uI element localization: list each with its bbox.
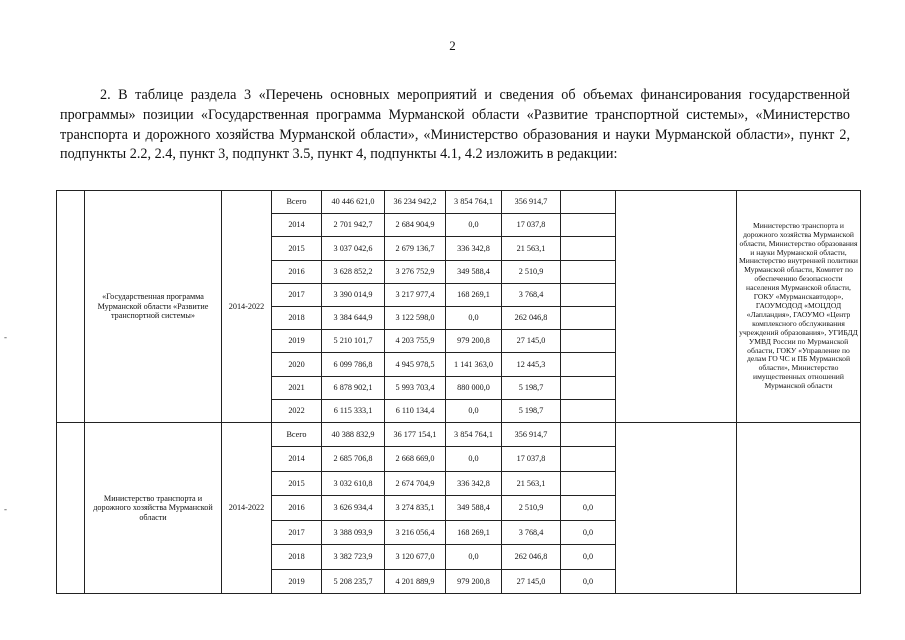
- total-cell: 5 208 235,7: [322, 569, 385, 594]
- year-cell: 2017: [272, 520, 322, 545]
- source4-cell: [561, 471, 616, 496]
- total-cell: 40 388 832,9: [322, 422, 385, 447]
- source2-cell: 349 588,4: [446, 496, 502, 521]
- source1-cell: 2 674 704,9: [385, 471, 446, 496]
- year-cell: 2019: [272, 330, 322, 353]
- source1-cell: 4 203 755,9: [385, 330, 446, 353]
- source4-cell: 0,0: [561, 520, 616, 545]
- year-cell: 2022: [272, 399, 322, 422]
- source1-cell: 36 234 942,2: [385, 191, 446, 214]
- source2-cell: 979 200,8: [446, 569, 502, 594]
- total-cell: 3 032 610,8: [322, 471, 385, 496]
- source2-cell: 336 342,8: [446, 237, 502, 260]
- source3-cell: 17 037,8: [502, 447, 561, 472]
- source3-cell: 27 145,0: [502, 330, 561, 353]
- source2-cell: 3 854 764,1: [446, 422, 502, 447]
- year-cell: 2018: [272, 306, 322, 329]
- number-cell: [57, 422, 85, 594]
- program-name-cell: «Государственная программа Мурманской области «Развитие транспортной системы»: [85, 191, 222, 423]
- number-cell: [57, 191, 85, 423]
- source1-cell: 2 668 669,0: [385, 447, 446, 472]
- source1-cell: 2 684 904,9: [385, 214, 446, 237]
- source3-cell: 12 445,3: [502, 353, 561, 376]
- year-cell: 2016: [272, 496, 322, 521]
- executors-cell: [737, 422, 861, 594]
- year-cell: 2015: [272, 237, 322, 260]
- source4-cell: [561, 447, 616, 472]
- year-cell: 2016: [272, 260, 322, 283]
- source3-cell: 17 037,8: [502, 214, 561, 237]
- financing-table: [56, 190, 861, 594]
- year-cell: 2020: [272, 353, 322, 376]
- source4-cell: [561, 422, 616, 447]
- source1-cell: 4 945 978,5: [385, 353, 446, 376]
- year-cell: 2014: [272, 214, 322, 237]
- source1-cell: 4 201 889,9: [385, 569, 446, 594]
- source3-cell: 3 768,4: [502, 283, 561, 306]
- year-cell: 2019: [272, 569, 322, 594]
- source1-cell: 3 120 677,0: [385, 545, 446, 570]
- period-cell: 2014-2022: [222, 422, 272, 594]
- source3-cell: 262 046,8: [502, 545, 561, 570]
- source4-cell: [561, 214, 616, 237]
- year-cell: 2015: [272, 471, 322, 496]
- source2-cell: 1 141 363,0: [446, 353, 502, 376]
- source3-cell: 5 198,7: [502, 376, 561, 399]
- source4-cell: 0,0: [561, 569, 616, 594]
- source4-cell: [561, 353, 616, 376]
- table-row: [57, 422, 861, 447]
- source3-cell: 2 510,9: [502, 260, 561, 283]
- total-cell: 3 626 934,4: [322, 496, 385, 521]
- total-cell: 5 210 101,7: [322, 330, 385, 353]
- source2-cell: 0,0: [446, 214, 502, 237]
- source2-cell: 0,0: [446, 306, 502, 329]
- source4-cell: [561, 191, 616, 214]
- source3-cell: 27 145,0: [502, 569, 561, 594]
- source1-cell: 3 216 056,4: [385, 520, 446, 545]
- total-cell: 6 099 786,8: [322, 353, 385, 376]
- source3-cell: 262 046,8: [502, 306, 561, 329]
- source4-cell: [561, 330, 616, 353]
- source4-cell: [561, 376, 616, 399]
- source4-cell: [561, 306, 616, 329]
- total-cell: 6 115 333,1: [322, 399, 385, 422]
- indicator-cell: [616, 422, 737, 594]
- source3-cell: 3 768,4: [502, 520, 561, 545]
- total-cell: 6 878 902,1: [322, 376, 385, 399]
- source3-cell: 5 198,7: [502, 399, 561, 422]
- total-cell: 3 384 644,9: [322, 306, 385, 329]
- source1-cell: 2 679 136,7: [385, 237, 446, 260]
- year-cell: 2018: [272, 545, 322, 570]
- year-cell: 2017: [272, 283, 322, 306]
- source3-cell: 21 563,1: [502, 237, 561, 260]
- total-cell: 3 388 093,9: [322, 520, 385, 545]
- period-cell: 2014-2022: [222, 191, 272, 423]
- source2-cell: 349 588,4: [446, 260, 502, 283]
- total-cell: 3 628 852,2: [322, 260, 385, 283]
- source1-cell: 5 993 703,4: [385, 376, 446, 399]
- source4-cell: 0,0: [561, 496, 616, 521]
- source3-cell: 356 914,7: [502, 191, 561, 214]
- source3-cell: 21 563,1: [502, 471, 561, 496]
- total-cell: 2 685 706,8: [322, 447, 385, 472]
- source3-cell: 356 914,7: [502, 422, 561, 447]
- source1-cell: 6 110 134,4: [385, 399, 446, 422]
- source4-cell: [561, 237, 616, 260]
- page-number: 2: [449, 38, 456, 53]
- source1-cell: 3 122 598,0: [385, 306, 446, 329]
- source4-cell: [561, 399, 616, 422]
- year-cell: 2021: [272, 376, 322, 399]
- year-cell: 2014: [272, 447, 322, 472]
- program-block: [57, 191, 861, 423]
- total-cell: 3 037 042,6: [322, 237, 385, 260]
- source2-cell: 336 342,8: [446, 471, 502, 496]
- executors-cell: Министерство транспорта и дорожного хозяйства Мурманской области, Министерство образования и науки Мурманской области, Министерство внутренней политики Мурманской области, Комитет по обеспечению безопасности населения Мурманской области, ГОКУ «Мурманскавтодор», ГАОУМОДОД «МОЦДОД «Лапландия», ГАОУМО «Центр комплексного обслуживания учреждений образования», УГИБДД УМВД России по Мурманской области, ГОКУ «Управление по делам ГО ЧС и ПБ Мурманской области», Министерство имущественных отношений Мурманской области: [737, 191, 861, 423]
- source2-cell: 0,0: [446, 399, 502, 422]
- source2-cell: 168 269,1: [446, 520, 502, 545]
- source2-cell: 3 854 764,1: [446, 191, 502, 214]
- total-cell: 3 382 723,9: [322, 545, 385, 570]
- source4-cell: [561, 260, 616, 283]
- intro-paragraph: 2. В таблице раздела 3 «Перечень основных мероприятий и сведения об объемах финансирования государственной программы» позиции «Государственная программа Мурманской области «Развитие транспортной системы», «Министерство транспорта и дорожного хозяйства Мурманской области», «Министерство образования и науки Мурманской области», пункт 2, подпункты 2.2, 2.4, пункт 3, подпункт 3.5, пункт 4, подпункты 4.1, 4.2 изложить в редакции:: [60, 87, 850, 163]
- total-cell: 2 701 942,7: [322, 214, 385, 237]
- source2-cell: 979 200,8: [446, 330, 502, 353]
- source1-cell: 36 177 154,1: [385, 422, 446, 447]
- total-cell: 3 390 014,9: [322, 283, 385, 306]
- year-cell: Всего: [272, 422, 322, 447]
- table-row: [57, 191, 861, 214]
- source2-cell: 880 000,0: [446, 376, 502, 399]
- source3-cell: 2 510,9: [502, 496, 561, 521]
- total-cell: 40 446 621,0: [322, 191, 385, 214]
- ministry-block: [57, 422, 861, 594]
- source1-cell: 3 217 977,4: [385, 283, 446, 306]
- source2-cell: 0,0: [446, 447, 502, 472]
- ministry-name-cell: Министерство транспорта и дорожного хозяйства Мурманской области: [85, 422, 222, 594]
- source2-cell: 168 269,1: [446, 283, 502, 306]
- source1-cell: 3 276 752,9: [385, 260, 446, 283]
- source1-cell: 3 274 835,1: [385, 496, 446, 521]
- margin-mark: -: [4, 504, 7, 514]
- margin-mark: -: [4, 332, 7, 342]
- indicator-cell: [616, 191, 737, 423]
- year-cell: Всего: [272, 191, 322, 214]
- source4-cell: [561, 283, 616, 306]
- source4-cell: 0,0: [561, 545, 616, 570]
- source2-cell: 0,0: [446, 545, 502, 570]
